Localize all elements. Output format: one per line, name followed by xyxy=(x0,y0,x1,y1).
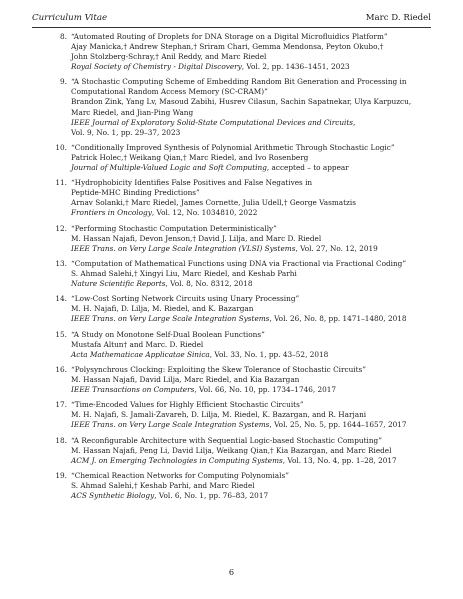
publication-authors: John Stolzberg-Schray,† Anil Reddy, and Marc Riedel xyxy=(71,52,267,62)
venue-details: , Vol. 33, No. 1, pp. 43–52, 2018 xyxy=(209,349,329,359)
publication-authors: Arnav Solanki,† Marc Riedel, James Cornette, Julia Udell,† George Vasmatzis xyxy=(71,198,356,208)
venue-name: IEEE Trans. on Very Large Scale Integration Systems xyxy=(71,314,270,324)
publication-number: 18. xyxy=(55,435,67,445)
publication-title: “Automated Routing of Droplets for DNA Storage on a Digital Microfluidics Platform” xyxy=(71,32,388,41)
publication-authors: M. Hassan Najafi, David Lilja, Marc Riedel, and Kia Bazargan xyxy=(71,374,300,384)
publication-list xyxy=(0,32,463,506)
publication-entry xyxy=(0,330,463,360)
publication-venue xyxy=(71,420,443,430)
publication-entry xyxy=(0,365,463,395)
publication-number: 8. xyxy=(60,32,67,41)
publication-body xyxy=(71,77,443,137)
publication-number: 10. xyxy=(55,142,67,152)
publication-authors: Computational Random Access Memory (SC-CRAM)” xyxy=(71,87,268,97)
venue-details: , Vol. 26, No. 8, pp. 1471–1480, 2018 xyxy=(269,314,407,324)
publication-authors: Ajay Manicka,† Andrew Stephan,† Sriram Chari, Gemma Mendonsa, Peyton Okubo,† xyxy=(71,42,384,52)
header-author-name: Marc D. Riedel xyxy=(365,13,431,23)
publication-venue xyxy=(71,163,443,173)
publication-entry xyxy=(0,178,463,218)
publication-body xyxy=(71,294,443,324)
publication-body xyxy=(71,330,443,360)
publication-number: 13. xyxy=(55,258,67,268)
venue-details: , Vol. 6, No. 1, pp. 76–83, 2017 xyxy=(154,490,269,500)
publication-venue xyxy=(71,128,443,138)
publication-title: “Computation of Mathematical Functions using DNA via Fractional via Fractional Coding” xyxy=(71,258,407,268)
publication-number: 9. xyxy=(60,77,67,87)
venue-details: , Vol. 8, No. 8312, 2018 xyxy=(165,278,253,288)
publication-number: 17. xyxy=(55,400,67,410)
publication-authors: M. Hassan Najafi, Devon Jenson,† David J. Lilja, and Marc D. Riedel xyxy=(71,233,322,243)
publication-body xyxy=(71,365,443,395)
publication-entry xyxy=(0,400,463,430)
publication-authors: Patrick Holec,† Weikang Qian,† Marc Riedel, and Ivo Rosenberg xyxy=(71,152,309,162)
header-document-title: Curriculum Vitae xyxy=(32,13,108,23)
publication-body xyxy=(71,436,443,466)
venue-details: , Vol. 13, No. 4, pp. 1–28, 2017 xyxy=(282,455,397,465)
publication-venue xyxy=(71,118,443,128)
publication-title: “Time-Encoded Values for Highly Efficient Stochastic Circuits” xyxy=(71,400,304,410)
venue-details: , Vol. 27, No. 12, 2019 xyxy=(295,243,378,253)
publication-authors: S. Ahmad Salehi,† Keshab Parhi, and Marc Riedel xyxy=(71,480,255,490)
venue-details: , xyxy=(353,117,356,127)
publication-title: “Low-Cost Sorting Network Circuits using Unary Processing” xyxy=(71,294,300,304)
publication-body xyxy=(71,400,443,430)
publication-number: 14. xyxy=(55,294,67,304)
publication-venue xyxy=(71,385,443,395)
venue-details: , Vol. 12, No. 1034810, 2022 xyxy=(151,208,258,218)
venue-name: Acta Mathematicae Applicatae Sinica xyxy=(71,349,210,359)
page-number: 6 xyxy=(228,567,235,577)
publication-venue xyxy=(71,244,443,254)
publication-entry xyxy=(0,294,463,324)
publication-number: 12. xyxy=(55,223,67,233)
publication-body xyxy=(71,471,443,501)
publication-title: “A Reconfigurable Architecture with Sequential Logic-based Stochastic Computing” xyxy=(71,435,382,445)
publication-entry xyxy=(0,436,463,466)
publication-body xyxy=(71,32,443,72)
venue-name: ACM J. on Emerging Technologies in Computing Systems xyxy=(71,455,283,465)
publication-body xyxy=(71,224,443,254)
publication-title: “A Stochastic Computing Scheme of Embedding Random Bit Generation and Processing in xyxy=(71,77,407,87)
publication-entry xyxy=(0,143,463,173)
header-rule xyxy=(32,27,431,28)
publication-venue xyxy=(71,208,443,218)
venue-name: IEEE Journal of Exploratory Solid-State Computational Devices and Circuits xyxy=(71,117,354,127)
publication-entry xyxy=(0,32,463,72)
publication-venue xyxy=(71,456,443,466)
publication-authors: Marc Riedel, and Jian-Ping Wang xyxy=(71,107,194,117)
page-header xyxy=(32,13,431,23)
publication-authors: Brandon Zink, Yang Lv, Masoud Zabihi, Husrev Cilasun, Sachin Sapatnekar, Ulya Karpuzcu, xyxy=(71,97,412,107)
publication-venue xyxy=(71,491,443,501)
publication-entry xyxy=(0,77,463,137)
publication-authors: Peptide-MHC Binding Predictions” xyxy=(71,188,200,198)
publication-title: “Polysynchrous Clocking: Exploiting the Skew Tolerance of Stochastic Circuits” xyxy=(71,364,367,374)
publication-title: “Performing Stochastic Computation Deterministically” xyxy=(71,223,277,233)
publication-title: “Conditionally Improved Synthesis of Polynomial Arithmetic Through Stochastic Logic” xyxy=(71,142,395,152)
venue-name: Journal of Multiple-Valued Logic and Soft Computing xyxy=(71,162,267,172)
publication-number: 16. xyxy=(55,364,67,374)
publication-authors: M. H. Najafi, D. Lilja, M. Riedel, and K. Bazargan xyxy=(71,304,254,314)
venue-details: , Vol. 25, No. 5, pp. 1644–1657, 2017 xyxy=(269,420,407,430)
venue-details: , Vol. 66, No. 10, pp. 1734–1746, 2017 xyxy=(194,384,337,394)
publication-authors: M. H. Najafi, S. Jamali-Zavareh, D. Lilja, M. Riedel, K. Bazargan, and R. Harjani xyxy=(71,410,367,420)
venue-name: Royal Society of Chemistry - Digital Discovery xyxy=(71,62,242,72)
publication-authors: S. Ahmad Salehi,† Xingyi Liu, Marc Riedel, and Keshab Parhi xyxy=(71,268,297,278)
venue-name: IEEE Trans. on Very Large Scale Integration Systems xyxy=(71,420,270,430)
publication-venue xyxy=(71,350,443,360)
venue-details: , accepted – to appear xyxy=(266,162,349,172)
publication-entry xyxy=(0,224,463,254)
publication-venue xyxy=(71,62,443,72)
publication-entry xyxy=(0,471,463,501)
venue-details: , Vol. 2, pp. 1436–1451, 2023 xyxy=(241,62,350,72)
publication-body xyxy=(71,178,443,218)
venue-name: IEEE Transactions on Computers xyxy=(71,384,195,394)
venue-name: Frontiers in Oncology xyxy=(71,208,152,218)
publication-number: 19. xyxy=(55,470,67,480)
publication-venue xyxy=(71,279,443,289)
publication-title: “Hydrophobicity Identifies False Positives and False Negatives in xyxy=(71,178,313,188)
venue-name: Nature Scientific Reports xyxy=(71,278,166,288)
publication-venue xyxy=(71,314,443,324)
venue-details: Vol. 9, No. 1, pp. 29–37, 2023 xyxy=(71,127,181,137)
venue-name: IEEE Trans. on Very Large Scale Integration (VLSI) Systems xyxy=(71,243,296,253)
publication-entry xyxy=(0,259,463,289)
venue-name: ACS Synthetic Biology xyxy=(71,490,155,500)
publication-authors: Mustafa Altun† and Marc. D. Riedel xyxy=(71,339,204,349)
publication-number: 15. xyxy=(55,329,67,339)
publication-number: 11. xyxy=(55,178,67,188)
publication-title: “Chemical Reaction Networks for Computing Polynomials” xyxy=(71,470,289,480)
publication-body xyxy=(71,143,443,173)
publication-title: “A Study on Monotone Self-Dual Boolean Functions” xyxy=(71,329,265,339)
publication-body xyxy=(71,259,443,289)
publication-authors: M. Hassan Najafi, Peng Li, David Lilja, Weikang Qian,† Kia Bazargan, and Marc Riedel xyxy=(71,445,392,455)
